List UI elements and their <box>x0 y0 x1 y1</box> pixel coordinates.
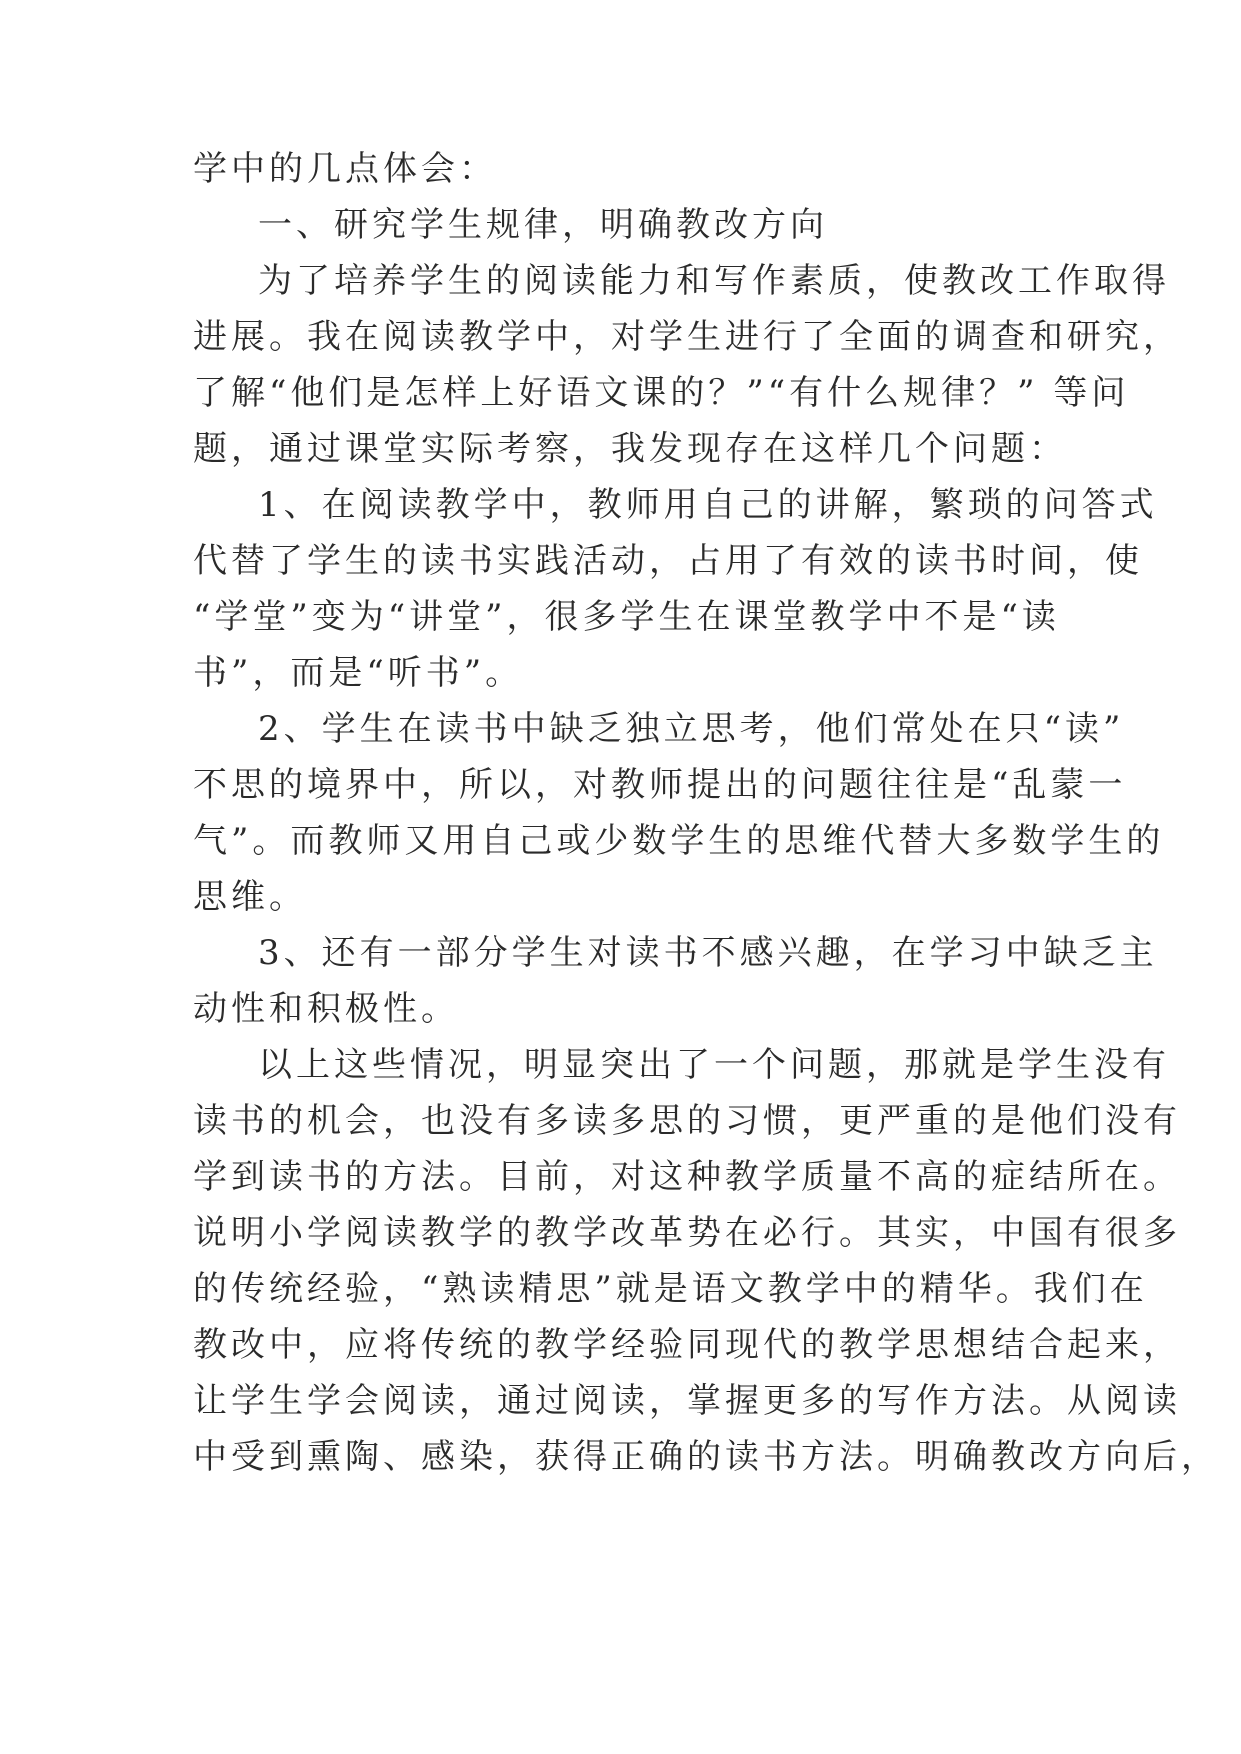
text-line: 学中的几点体会： <box>193 149 497 189</box>
text-line: 的传统经验，“熟读精思”就是语文教学中的精华。我们在 <box>193 1269 1148 1309</box>
text-line: 为了培养学生的阅读能力和写作素质，使教改工作取得 <box>258 261 1170 301</box>
text-line: 题，通过课堂实际考察，我发现存在这样几个问题： <box>193 429 1067 469</box>
text-line: “学堂”变为“讲堂”，很多学生在课堂教学中不是“读 <box>193 597 1060 637</box>
text-line: 不思的境界中，所以，对教师提出的问题往往是“乱蒙一 <box>193 765 1127 805</box>
text-line: 思维。 <box>193 877 307 917</box>
text-line: 代替了学生的读书实践活动，占用了有效的读书时间，使 <box>193 541 1143 581</box>
text-line: 气”。而教师又用自己或少数学生的思维代替大多数学生的 <box>193 821 1165 861</box>
text-line: 1、在阅读教学中，教师用自己的讲解，繁琐的问答式 <box>258 485 1158 525</box>
text-line: 以上这些情况，明显突出了一个问题，那就是学生没有 <box>258 1045 1170 1085</box>
text-line: 让学生学会阅读，通过阅读，掌握更多的写作方法。从阅读 <box>193 1381 1181 1421</box>
text-line: 2、学生在读书中缺乏独立思考，他们常处在只“读” <box>258 709 1125 749</box>
text-line: 教改中，应将传统的教学经验同现代的教学思想结合起来， <box>193 1325 1181 1365</box>
text-line: 读书的机会，也没有多读多思的习惯，更严重的是他们没有 <box>193 1101 1181 1141</box>
text-line: 进展。我在阅读教学中，对学生进行了全面的调查和研究， <box>193 317 1181 357</box>
text-line: 动性和积极性。 <box>193 989 459 1029</box>
text-line: 书”，而是“听书”。 <box>193 653 524 693</box>
text-line: 3、还有一部分学生对读书不感兴趣，在学习中缺乏主 <box>258 933 1158 973</box>
text-line: 中受到熏陶、感染，获得正确的读书方法。明确教改方向后， <box>193 1437 1219 1477</box>
section-heading: 一、研究学生规律，明确教改方向 <box>258 205 828 245</box>
text-line: 了解“他们是怎样上好语文课的？”“有什么规律？” 等问 <box>193 373 1130 413</box>
text-line: 说明小学阅读教学的教学改革势在必行。其实，中国有很多 <box>193 1213 1181 1253</box>
text-line: 学到读书的方法。目前，对这种教学质量不高的症结所在。 <box>193 1157 1181 1197</box>
